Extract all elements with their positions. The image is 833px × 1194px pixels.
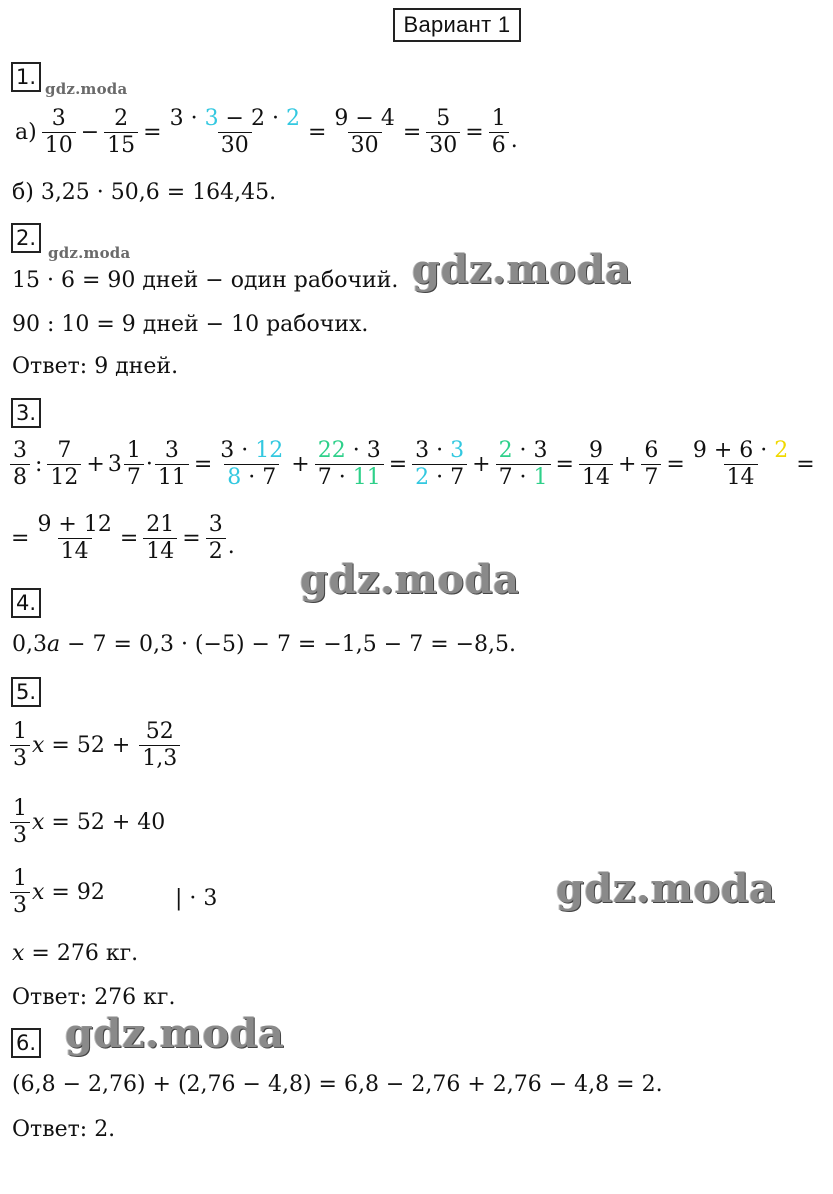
fraction: $\frac{6}{7}$ bbox=[641, 438, 661, 491]
task-5-answer: Ответ: 276 кг. bbox=[12, 985, 176, 1010]
task-5-equation-1 bbox=[8, 719, 182, 772]
task-1b-line: б) 3,25 · 50,6 = 164,45. bbox=[12, 180, 277, 205]
period: . bbox=[227, 534, 235, 559]
task-6-answer: Ответ: 2. bbox=[12, 1117, 116, 1142]
task-3-number: 3. bbox=[11, 398, 41, 428]
fraction: $\frac{52}{1,3}$ bbox=[139, 719, 180, 772]
operator: · bbox=[145, 452, 153, 477]
fraction: $\frac{22 \cdot 3}{7 \cdot 11}$ bbox=[315, 438, 384, 491]
task-2-line-1: 15 · 6 = 90 дней − один рабочий. bbox=[12, 268, 399, 293]
fraction: $\frac{1}{7}$ bbox=[124, 438, 144, 491]
fraction: $\frac{3}{8}$ bbox=[10, 438, 30, 491]
watermark-small: gdz.moda bbox=[48, 244, 131, 262]
operator: = bbox=[666, 452, 685, 477]
operator: + bbox=[472, 452, 491, 477]
operator: = bbox=[193, 452, 213, 477]
equation-rest: = 52 + 40 bbox=[44, 810, 166, 835]
task-2-line-2: 90 : 10 = 9 дней − 10 рабочих. bbox=[12, 312, 369, 337]
multiply-note: | · 3 bbox=[175, 886, 218, 911]
operator: = bbox=[182, 526, 201, 551]
task-4-number: 4. bbox=[11, 588, 41, 618]
operator: = bbox=[796, 452, 815, 477]
task-1-number: 1. bbox=[11, 62, 41, 92]
equation-rest: = 92 bbox=[44, 880, 105, 905]
fraction: $\frac{2 \cdot 3}{7 \cdot 1}$ bbox=[496, 438, 551, 491]
period: . bbox=[510, 128, 518, 153]
task-5-result: x = 276 кг. bbox=[12, 941, 139, 966]
fraction: $\frac{7}{12}$ bbox=[47, 438, 81, 491]
watermark-big: gdz.moda bbox=[412, 246, 632, 293]
fraction: $\frac{3}{11}$ bbox=[155, 438, 189, 491]
label-a: а) bbox=[15, 120, 37, 145]
fraction: $\frac{9}{14}$ bbox=[579, 438, 613, 491]
task-3-expression-line-2 bbox=[8, 512, 235, 565]
variable-x: x bbox=[32, 810, 45, 835]
fraction: $\frac{9 - 4}{30}$ bbox=[334, 106, 395, 158]
watermark-big: gdz.moda bbox=[65, 1010, 285, 1057]
task-6-number: 6. bbox=[11, 1028, 41, 1058]
fraction: $\frac{1}{3}$ bbox=[10, 866, 30, 919]
operator: : bbox=[35, 452, 43, 477]
fraction: $\frac{5}{30}$ bbox=[426, 106, 460, 159]
variant-title: Вариант 1 bbox=[393, 8, 521, 42]
fraction: $\frac{9 + 6 \cdot 2}{14}$ bbox=[692, 438, 789, 490]
operator: + bbox=[617, 452, 637, 477]
fraction: $\frac{2}{15}$ bbox=[104, 106, 138, 159]
variable-x: x bbox=[32, 880, 45, 905]
operator: = bbox=[307, 120, 327, 145]
fraction: $\frac{1}{3}$ bbox=[10, 719, 30, 772]
variable-x: x bbox=[32, 733, 45, 758]
equation-rest: = 52 + bbox=[44, 733, 138, 758]
operator: = bbox=[11, 526, 30, 551]
task-4-line: 0,3a − 7 = 0,3 · (−5) − 7 = −1,5 − 7 = −8,5. bbox=[12, 632, 517, 657]
operator: = bbox=[555, 452, 574, 477]
operator: = bbox=[119, 526, 139, 551]
watermark-big: gdz.moda bbox=[556, 865, 776, 912]
whole-part: 3 bbox=[107, 452, 122, 477]
fraction: $\frac{3 \cdot 12}{8 \cdot 7}$ bbox=[220, 438, 284, 490]
fraction: $\frac{21}{14}$ bbox=[143, 512, 177, 565]
task-2-answer: Ответ: 9 дней. bbox=[12, 354, 179, 379]
task-3-expression-line-1 bbox=[8, 438, 818, 491]
fraction: $\frac{3}{2}$ bbox=[206, 512, 226, 565]
operator: + bbox=[291, 452, 310, 477]
task-5-equation-3 bbox=[8, 866, 105, 919]
fraction: $\frac{3 \cdot 3 - 2 \cdot 2}{30}$ bbox=[169, 106, 300, 158]
operator: = bbox=[388, 452, 408, 477]
watermark-small: gdz.moda bbox=[45, 80, 128, 98]
task-6-line: (6,8 − 2,76) + (2,76 − 4,8) = 6,8 − 2,76 + 2,76 − 4,8 = 2. bbox=[12, 1072, 663, 1097]
operator: + bbox=[86, 452, 105, 477]
operator: = bbox=[465, 120, 484, 145]
task-1a-expression bbox=[12, 106, 518, 159]
fraction: $\frac{3 \cdot 3}{2 \cdot 7}$ bbox=[412, 438, 467, 491]
fraction: $\frac{9 + 12}{14}$ bbox=[37, 512, 112, 564]
fraction: $\frac{1}{6}$ bbox=[489, 106, 509, 159]
operator: − bbox=[80, 120, 100, 145]
watermark-big: gdz.moda bbox=[300, 556, 520, 603]
fraction: $\frac{3}{10}$ bbox=[42, 106, 76, 159]
operator: = bbox=[143, 120, 162, 145]
task-2-number: 2. bbox=[11, 223, 41, 253]
operator: = bbox=[402, 120, 422, 145]
fraction: $\frac{1}{3}$ bbox=[10, 796, 30, 849]
task-5-number: 5. bbox=[11, 677, 41, 707]
task-5-equation-2 bbox=[8, 796, 165, 849]
